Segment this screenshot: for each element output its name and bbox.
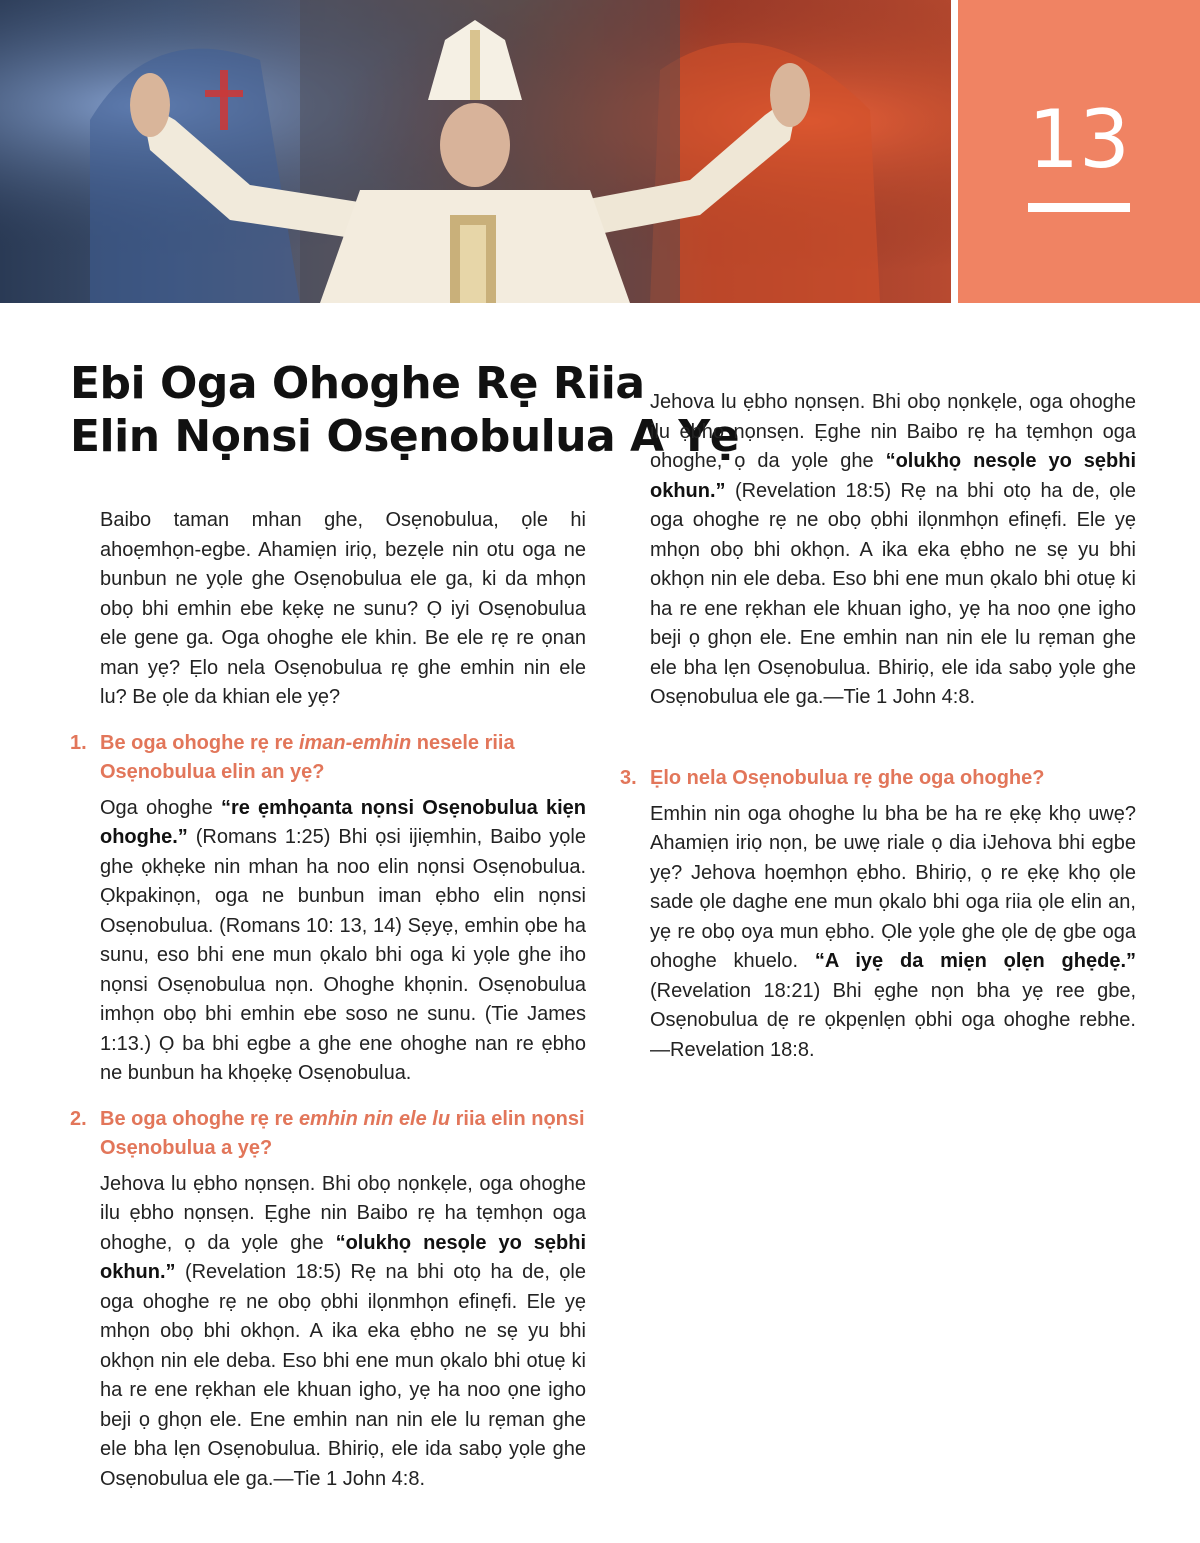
answer-text: Oga ohoghe — [100, 796, 221, 819]
question-emphasis: emhin nin ele lu — [298, 1107, 451, 1130]
answer-text: Jehova lu ẹbho nọnsẹn. Bhi obọ nọnkẹle, oga ohoghe ilu ẹbho nọnsẹn. Ẹghe nin Baibo rẹ ha tẹmhọn oga ohoghe, ọ da yọle ghe — [650, 391, 1136, 472]
scripture-quote: “A iyẹ da miẹn ọlẹn ghẹdẹ.” — [814, 950, 1137, 972]
question-emphasis: iman-emhin — [298, 731, 412, 754]
answer-paragraph-2 — [100, 1170, 586, 1490]
chapter-badge — [958, 0, 1200, 303]
title-line-1: Ebi Oga Ohoghe Rẹ Riia — [70, 358, 645, 409]
question-text-part: Be oga ohoghe rẹ re — [100, 1107, 299, 1130]
question-number: 2. — [70, 1107, 87, 1130]
right-column — [620, 391, 1137, 1081]
question-text — [650, 764, 1136, 794]
question-number: 1. — [70, 731, 87, 754]
question-text-part: Ẹlo nela Osẹnobulua rẹ ghe oga ohoghe? — [650, 767, 1045, 789]
hero-image — [0, 0, 951, 303]
question-text-part: riia elin nọnsi Osẹnobulua a yẹ? — [100, 1107, 585, 1159]
answer-text: (Revelation 18:21) Bhi ẹghe nọn bha yẹ ree gbe, Osẹnobulua dẹ re ọkpẹnlẹn ọbhi oga ohoghe rebhe. —Revelation 18:8. — [650, 979, 1136, 1061]
answer-paragraph-3 — [650, 800, 1136, 1066]
scripture-quote: “olukhọ nesọle yo sẹbhi okhun.” — [650, 450, 1136, 502]
answer-text: (Revelation 18:5) Rẹ na bhi otọ ha de, ọle oga ohoghe rẹ ne obọ ọbhi ilọnmhọn efinẹfi. Ele yẹ mhọn obọ bhi okhọn. A ika eka ẹbho ne sẹ yu bhi okhọn nin ele deba. Eso bhi ene mun ọkalo bhi otuẹ ki ha re ene rẹkhan ele khuan igho, yẹ ha noo ọne igho beji ọ ghọn ele. Ene emhin nan nin ele lu rẹman ghe ele bha lẹn Osẹnobulua. Bhiriọ, ele ida sabọ yọle ghe Osẹnobulua ele ga.—Tie 1 John 4:8. — [100, 1261, 586, 1490]
question-3 — [620, 764, 1136, 794]
scripture-quote: “olukhọ nesọle yo sẹbhi okhun.” — [100, 1231, 586, 1283]
question-1 — [70, 729, 586, 788]
chapter-number: 13 — [1028, 93, 1130, 186]
answer-text: Emhin nin oga ohoghe lu bha be ha re ẹkẹ khọ uwẹ? Ahamiẹn iriọ nọn, be uwẹ riale ọ dia iJehova bhi egbe yẹ? Jehova hoẹmhọn ẹbho. Bhiriọ, ọ re ẹkẹ khọ ọle sade ọle daghe ene mun ọkalo bhi oga riia ọle elin an, yẹ re obọ oya mun ẹbho. Ọle yọle ghe ọle dẹ gbe oga ohoghe khuelo. — [650, 802, 1136, 972]
answer-text: Jehova lu ẹbho nọnsẹn. Bhi obọ nọnkẹle, oga ohoghe ilu ẹbho nọnsẹn. Ẹghe nin Baibo rẹ ha tẹmhọn oga ohoghe, ọ da yọle ghe — [100, 1172, 586, 1254]
continued-text — [650, 388, 1136, 713]
intro-paragraph: Baibo taman mhan ghe, Osẹnobulua, ọle hi ahoẹmhọn-egbe. Ahamiẹn iriọ, bezẹle nin otu oga ne bunbun ne yọle ghe Osẹnobulua ele ga, ki da mhọn obọ bhi emhin ebe kẹkẹ ne sunu? Ọ iyi Osẹnobulua ele gene ga. Oga ohoghe ele khin. Be ele rẹ re ọnan man yẹ? Ẹlo nela Osẹnobulua rẹ ghe emhin nin ele lu? Be ọle da khian ele yẹ? — [100, 509, 586, 708]
chapter-underline — [1028, 203, 1130, 212]
question-text-part: Be oga ohoghe rẹ re — [100, 731, 299, 754]
question-text — [100, 729, 586, 788]
question-number: 3. — [620, 767, 637, 789]
priest-raising-arms-in-church-image — [0, 0, 951, 303]
question-text-part: nesele riia Osẹnobulua elin an yẹ? — [100, 731, 515, 783]
answer-paragraph-2-continued — [650, 391, 1136, 742]
answer-paragraph-1 — [100, 794, 586, 1089]
scripture-quote: “re ẹmhọanta nọnsi Osẹnobulua kiẹn ohoghe.” — [100, 796, 587, 848]
title-line-2: Elin Nọnsi Osẹnobulua A Yẹ — [70, 411, 740, 462]
question-text — [100, 1105, 586, 1164]
left-column — [70, 506, 587, 1490]
answer-text: (Revelation 18:5) Rẹ na bhi otọ ha de, ọle oga ohoghe rẹ ne obọ ọbhi ilọnmhọn efinẹfi. Ele yẹ mhọn obọ bhi okhọn. A ika eka ẹbho ne sẹ yu bhi okhọn nin ele deba. Eso bhi ene mun ọkalo bhi otuẹ ki ha re ene rẹkhan ele khuan igho, yẹ ha noo ọne igho beji ọ ghọn ele. Ene emhin nan nin ele lu rẹman ghe ele bha lẹn Osẹnobulua. Bhiriọ, ele ida sabọ yọle ghe Osẹnobulua ele ga.—Tie 1 John 4:8. — [650, 479, 1136, 708]
question-2 — [70, 1105, 586, 1164]
answer-text: (Romans 1:25) Bhi ọsi ijiẹmhin, Baibo yọle ghe ọkhẹke nin mhan ha noo elin nọnsi Osẹnobulua. Ọkpakinọn, oga ne bunbun iman ẹbho elin nọnsi Osẹnobulua. (Romans 10: 13, 14) Sẹyẹ, emhin ọbe ha sunu, eso bhi ene mun ọkalo bhi oga ki yọle ghe iho nọnsi Osẹnobulua nọn. Ohoghe khọnin. Osẹnobulua imhọn obọ bhi emhin ebe soso ne sunu. (Tie James 1:13.) Ọ ba bhi egbe a ghe ene ohoghe nan re ẹbho ne bunbun ha khọẹkẹ Osẹnobulua. — [100, 826, 586, 1084]
